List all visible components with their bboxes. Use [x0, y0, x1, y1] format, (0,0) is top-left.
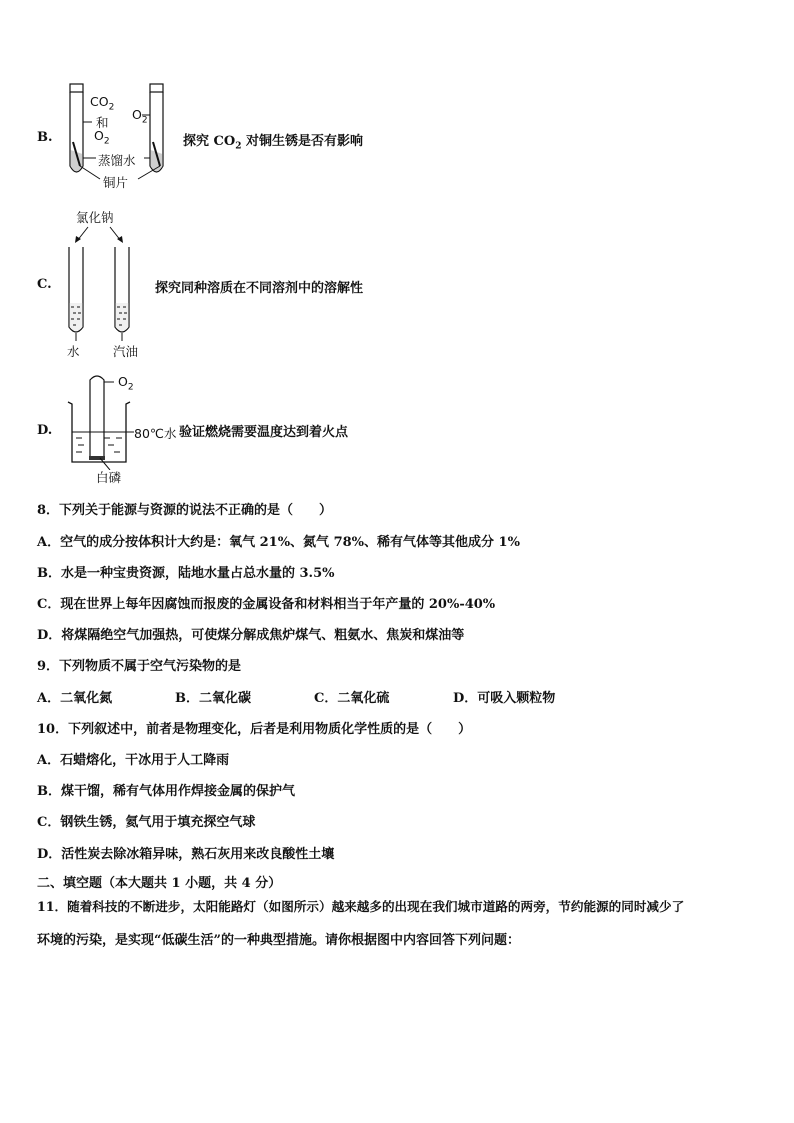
option-d-letter: D. — [37, 423, 53, 438]
q9-stem: 9．下列物质不属于空气污染物的是 — [37, 659, 242, 674]
q8-option-c: C．现在世界上每年因腐蚀而报废的金属设备和材料相当于年产量的 20%-40% — [37, 597, 496, 612]
section-2-heading: 二、填空题（本大题共 1 小题，共 4 分） — [37, 876, 282, 891]
q9-option-c: C．二氧化硫 — [314, 691, 390, 706]
q8-option-a: A．空气的成分按体积计大约是：氧气 21%、氮气 78%、稀有气体等其他成分 1% — [37, 535, 520, 550]
o2-label-right: $O_2$ — [132, 107, 148, 126]
q8-option-b: B．水是一种宝贵资源，陆地水量占总水量的 3.5% — [37, 566, 335, 581]
q11-text-line-1: 11．随着科技的不断进步，太阳能路灯（如图所示）越来越多的出现在我们城市道路的两旁，节约能源的同时减少了 — [37, 899, 685, 914]
left-tube-stopper — [70, 84, 83, 92]
white-phosphorus-label: 白磷 — [96, 470, 122, 485]
q10-stem: 10．下列叙述中，前者是物理变化，后者是利用物质化学性质的是（ ） — [37, 722, 472, 737]
co2-label: $CO_2$ — [90, 94, 115, 113]
q10-option-c: C．钢铁生锈，氦气用于填充探空气球 — [37, 815, 256, 830]
water-label: 水 — [67, 344, 80, 359]
option-c-letter: C. — [37, 277, 52, 292]
white-phosphorus — [89, 456, 105, 460]
distilled-water-label: 蒸馏水 — [98, 153, 136, 168]
q9-option-b: B．二氧化碳 — [175, 691, 251, 706]
q8-option-d: D．将煤隔绝空气加强热，可使煤分解成焦炉煤气、粗氨水、焦炭和煤油等 — [37, 628, 465, 643]
o2-label-left: $O_2$ — [94, 128, 110, 147]
option-b-letter: B. — [37, 130, 53, 145]
right-tube-stopper — [150, 84, 163, 92]
inverted-tube — [90, 376, 104, 460]
hot-water-label: 80℃水 — [134, 426, 177, 441]
option-c-caption: 探究同种溶质在不同溶剂中的溶解性 — [155, 281, 364, 296]
option-b-caption: 探究 $CO_2$ 对铜生锈是否有影响 — [183, 134, 363, 152]
copper-sheet-label: 铜片 — [103, 175, 129, 190]
dissolution-test-tubes-drawing — [60, 225, 140, 345]
option-d-caption: 验证燃烧需要温度达到着火点 — [179, 425, 349, 440]
q8-stem: 8．下列关于能源与资源的说法不正确的是（ ） — [37, 503, 333, 518]
and-label: 和 — [96, 115, 109, 130]
sodium-chloride-label: 氯化钠 — [76, 210, 114, 225]
gasoline-label: 汽油 — [113, 344, 139, 359]
q10-option-d: D．活性炭去除冰箱异味，熟石灰用来改良酸性土壤 — [37, 847, 335, 862]
q9-option-a: A．二氧化氮 — [37, 691, 113, 706]
option-c-figure — [60, 225, 140, 345]
q10-option-a: A．石蜡熔化，干冰用于人工降雨 — [37, 753, 230, 768]
q11-text-line-2: 环境的污染，是实现“低碳生活”的一种典型措施。请你根据图中内容回答下列问题： — [37, 933, 520, 948]
o2-label-d: $O_2$ — [118, 374, 134, 393]
q9-option-d: D．可吸入颗粒物 — [453, 691, 556, 706]
q10-option-b: B．煤干馏，稀有气体用作焊接金属的保护气 — [37, 784, 295, 799]
